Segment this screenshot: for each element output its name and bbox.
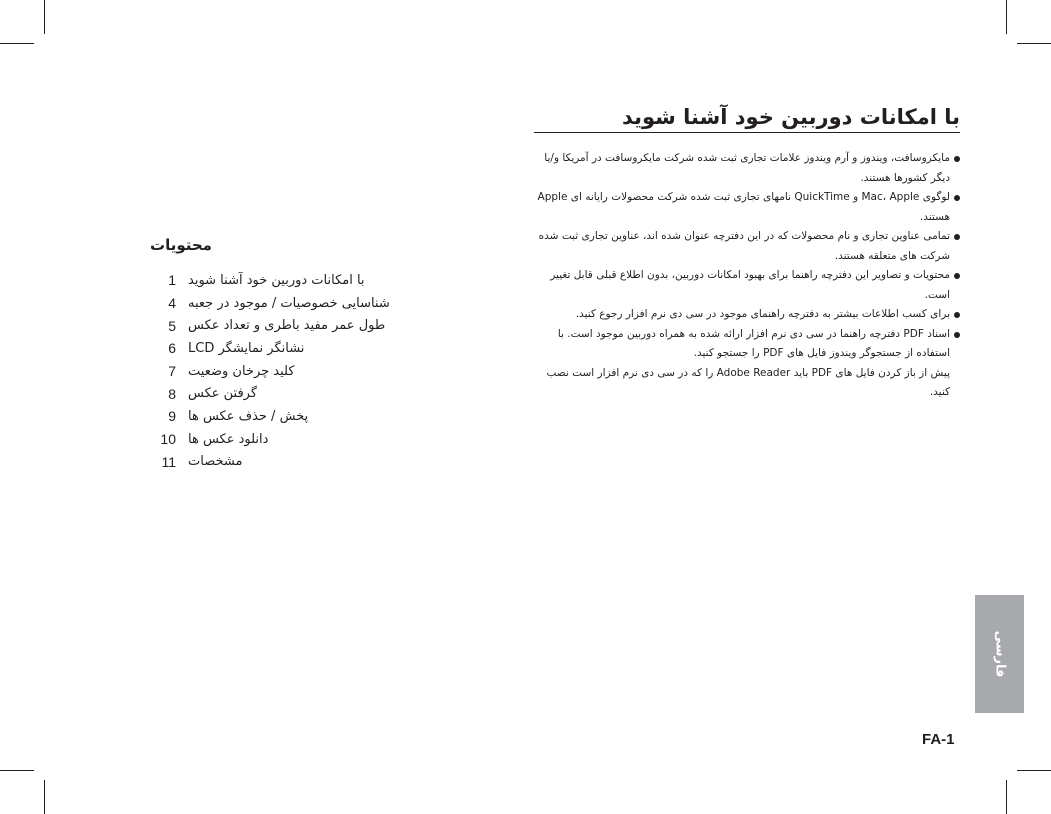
bullet-icon [954,332,960,338]
toc-item[interactable] [150,360,420,383]
toc-entry-title: با امکانات دوربین خود آشنا شوید [188,272,365,288]
crop-mark [44,0,45,34]
bullet-icon [954,234,960,240]
title-divider [534,132,960,133]
toc-page-number: 7 [168,363,176,380]
list-item: تمامی عناوین تجاری و نام محصولات که در این دفترچه عنوان شده اند، عناوین تجاری ثبت شده شرکت های متعلقه هستند. [530,227,960,266]
toc-item[interactable] [150,269,420,292]
crop-mark [44,780,45,814]
bullet-icon [954,273,960,279]
crop-mark [0,43,34,44]
toc-page-number: 10 [160,431,176,448]
toc-item[interactable] [150,382,420,405]
crop-mark [0,770,34,771]
toc-page-number: 1 [168,272,176,289]
list-item: لوگوی Mac، Apple و QuickTime نامهای تجاری ثبت شده شرکت محصولات رایانه ای Apple هستند. [530,188,960,227]
toc-item[interactable] [150,428,420,451]
page-number: FA-1 [922,731,955,748]
toc-page-number: 11 [161,453,176,470]
toc-page-number: 9 [168,408,176,425]
toc-entry-title: کلید چرخان وضعیت [188,363,295,379]
toc-entry-title: پخش / حذف عکس ها [188,408,309,424]
feature-list [530,149,960,403]
toc-page-number: 4 [168,295,176,312]
toc-item[interactable] [150,314,420,337]
list-item: پیش از باز کردن فایل های PDF باید Adobe Reader را که در سی دی نرم افزار است نصب کنید. [546,366,950,398]
crop-mark [1017,770,1051,771]
toc-page-number: 8 [168,385,176,402]
bullet-icon [954,312,960,318]
toc-item[interactable] [150,405,420,428]
page-title: با امکانات دوربین خود آشنا شوید [622,105,960,129]
toc-title: محتویات [150,236,212,254]
table-of-contents [150,269,420,473]
toc-page-number: 5 [168,317,176,334]
toc-entry-title: شناسایی خصوصیات / موجود در جعبه [188,295,390,311]
list-item: محتویات و تصاویر این دفترچه راهنما برای بهبود امکانات دوربین، بدون اطلاع قبلی قابل تغییر است. [530,266,960,305]
toc-item[interactable] [150,292,420,315]
crop-mark [1017,43,1051,44]
language-tab-label: فارسی [992,630,1007,678]
crop-mark [1006,780,1007,814]
toc-entry-title: گرفتن عکس [188,386,258,402]
list-item: اسناد PDF دفترچه راهنما در سی دی نرم افزار ارائه شده به همراه دوربین موجود است. با استفاده از جستجوگر ویندوز فایل های PDF را جستجو کنید. [530,325,960,364]
list-item: مایکروسافت، ویندوز و آرم ویندوز علامات تجاری ثبت شده شرکت مایکروسافت در آمریکا و/یا دیگر کشورها هستند. [530,149,960,188]
crop-mark [1006,0,1007,34]
toc-item[interactable] [150,451,420,474]
toc-item[interactable] [150,337,420,360]
toc-entry-title: نشانگر نمایشگر LCD [188,340,305,356]
toc-page-number: 6 [168,340,176,357]
toc-entry-title: دانلود عکس ها [188,431,269,447]
list-item: برای کسب اطلاعات بیشتر به دفترچه راهنمای موجود در سی دی نرم افزار رجوع کنید. [530,305,960,325]
toc-entry-title: مشخصات [188,454,243,470]
toc-entry-title: طول عمر مفید باطری و تعداد عکس [188,318,386,334]
language-tab [975,595,1024,713]
bullet-icon [954,195,960,201]
bullet-icon [954,156,960,162]
